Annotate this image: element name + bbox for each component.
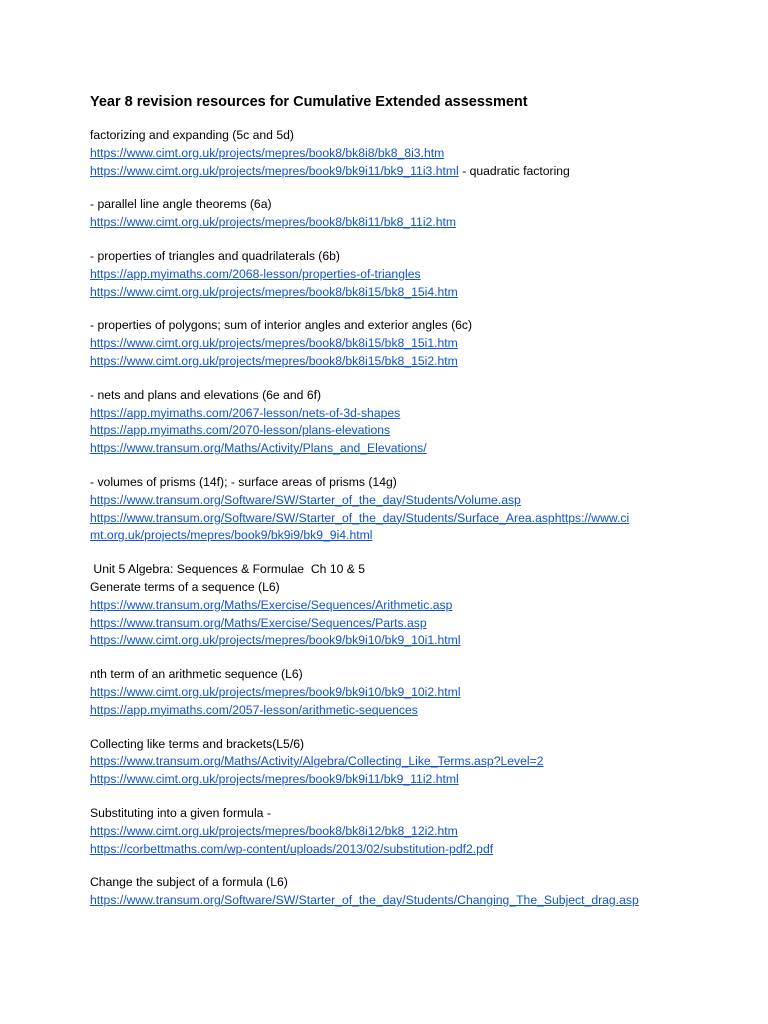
section-heading: - properties of polygons; sum of interior angles and exterior angles (6c) — [90, 318, 473, 333]
link-row — [90, 771, 728, 789]
link-row — [90, 335, 728, 353]
section-subheading: Generate terms of a sequence (L6) — [90, 579, 280, 594]
link-row — [90, 214, 728, 232]
resource-section — [90, 561, 728, 650]
resource-section — [90, 196, 728, 232]
link-row — [90, 753, 728, 771]
link-row — [90, 823, 728, 841]
resource-link[interactable]: https://www.cimt.org.uk/projects/mepres/book8/bk8i15/bk8_15i4.htm — [90, 284, 458, 299]
link-row — [90, 492, 728, 510]
link-row — [90, 145, 728, 163]
resource-link[interactable]: https://www.cimt.org.uk/projects/mepres/book8/bk8i12/bk8_12i2.htm — [90, 823, 458, 838]
resource-section — [90, 736, 728, 789]
resource-link[interactable]: https://www.cimt.org.uk/projects/mepres/book9/bk9i11/bk9_11i3.html — [90, 163, 459, 178]
page-title: Year 8 revision resources for Cumulative Extended assessment — [90, 94, 528, 110]
resource-link[interactable]: https://www.cimt.org.uk/projects/mepres/book9/bk9i11/bk9_11i2.html — [90, 772, 459, 787]
link-row — [90, 892, 728, 910]
resource-link[interactable]: https://www.cimt.org.uk/projects/mepres/book8/bk8i15/bk8_15i2.htm — [90, 353, 458, 368]
link-row — [90, 284, 728, 302]
link-row — [90, 510, 630, 546]
resource-link[interactable]: https://www.transum.org/Software/SW/Starter_of_the_day/Students/Surface_Area.asphttps://www.cimt.org.uk/projects/mepres/book9/bk9i9/bk9_9i4.html — [90, 510, 630, 543]
resource-link[interactable]: https://www.transum.org/Software/SW/Starter_of_the_day/Students/Volume.asp — [90, 492, 521, 507]
resource-link[interactable]: https://app.myimaths.com/2057-lesson/arithmetic-sequences — [90, 702, 418, 717]
resource-link[interactable]: https://www.cimt.org.uk/projects/mepres/book9/bk9i10/bk9_10i2.html — [90, 684, 461, 699]
section-heading: - volumes of prisms (14f); - surface areas of prisms (14g) — [90, 474, 397, 489]
link-row — [90, 841, 728, 859]
resource-section — [90, 666, 728, 719]
link-row — [90, 266, 728, 284]
section-heading: Collecting like terms and brackets(L5/6) — [90, 736, 305, 751]
resource-section — [90, 248, 728, 301]
section-heading: nth term of an arithmetic sequence (L6) — [90, 667, 303, 682]
link-row — [90, 597, 728, 615]
section-heading: - parallel line angle theorems (6a) — [90, 197, 272, 212]
link-row — [90, 163, 728, 181]
resource-section — [90, 317, 728, 370]
link-row — [90, 405, 728, 423]
link-row — [90, 422, 728, 440]
resource-link[interactable]: https://www.transum.org/Maths/Activity/Algebra/Collecting_Like_Terms.asp?Level=2 — [90, 754, 544, 769]
resource-section — [90, 874, 728, 910]
resource-section — [90, 127, 728, 180]
section-heading: Unit 5 Algebra: Sequences & Formulae Ch 10 & 5 — [90, 562, 366, 577]
link-note: - quadratic factoring — [458, 163, 570, 178]
resource-link[interactable]: https://www.transum.org/Maths/Exercise/Sequences/Arithmetic.asp — [90, 597, 453, 612]
link-row — [90, 440, 728, 458]
resource-link[interactable]: https://www.cimt.org.uk/projects/mepres/book8/bk8i8/bk8_8i3.htm — [90, 145, 445, 160]
resource-link[interactable]: https://app.myimaths.com/2067-lesson/nets-of-3d-shapes — [90, 405, 401, 420]
section-heading: - nets and plans and elevations (6e and 6f) — [90, 387, 322, 402]
resource-list — [90, 127, 728, 910]
section-heading: Substituting into a given formula - — [90, 805, 271, 820]
section-heading: factorizing and expanding (5c and 5d) — [90, 128, 294, 142]
link-row — [90, 353, 728, 371]
resource-link[interactable]: https://app.myimaths.com/2070-lesson/plans-elevations — [90, 423, 391, 438]
resource-link[interactable]: https://app.myimaths.com/2068-lesson/properties-of-triangles — [90, 266, 421, 281]
resource-link[interactable]: https://www.cimt.org.uk/projects/mepres/book9/bk9i10/bk9_10i1.html — [90, 633, 461, 648]
resource-section — [90, 387, 728, 458]
section-heading: - properties of triangles and quadrilaterals (6b) — [90, 248, 340, 263]
resource-section — [90, 474, 728, 545]
resource-link[interactable]: https://www.transum.org/Software/SW/Starter_of_the_day/Students/Changing_The_Subject_drag.asp — [90, 893, 639, 908]
resource-link[interactable]: https://www.cimt.org.uk/projects/mepres/book8/bk8i11/bk8_11i2.htm — [90, 215, 457, 230]
link-row — [90, 615, 728, 633]
link-row — [90, 702, 728, 720]
resource-section — [90, 805, 728, 858]
link-row — [90, 684, 728, 702]
resource-link[interactable]: https://corbettmaths.com/wp-content/uploads/2013/02/substitution-pdf2.pdf — [90, 841, 494, 856]
resource-link[interactable]: https://www.cimt.org.uk/projects/mepres/book8/bk8i15/bk8_15i1.htm — [90, 336, 458, 351]
resource-link[interactable]: https://www.transum.org/Maths/Activity/Plans_and_Elevations/ — [90, 441, 427, 456]
link-row — [90, 632, 728, 650]
resource-link[interactable]: https://www.transum.org/Maths/Exercise/Sequences/Parts.asp — [90, 615, 427, 630]
section-heading: Change the subject of a formula (L6) — [90, 875, 288, 890]
